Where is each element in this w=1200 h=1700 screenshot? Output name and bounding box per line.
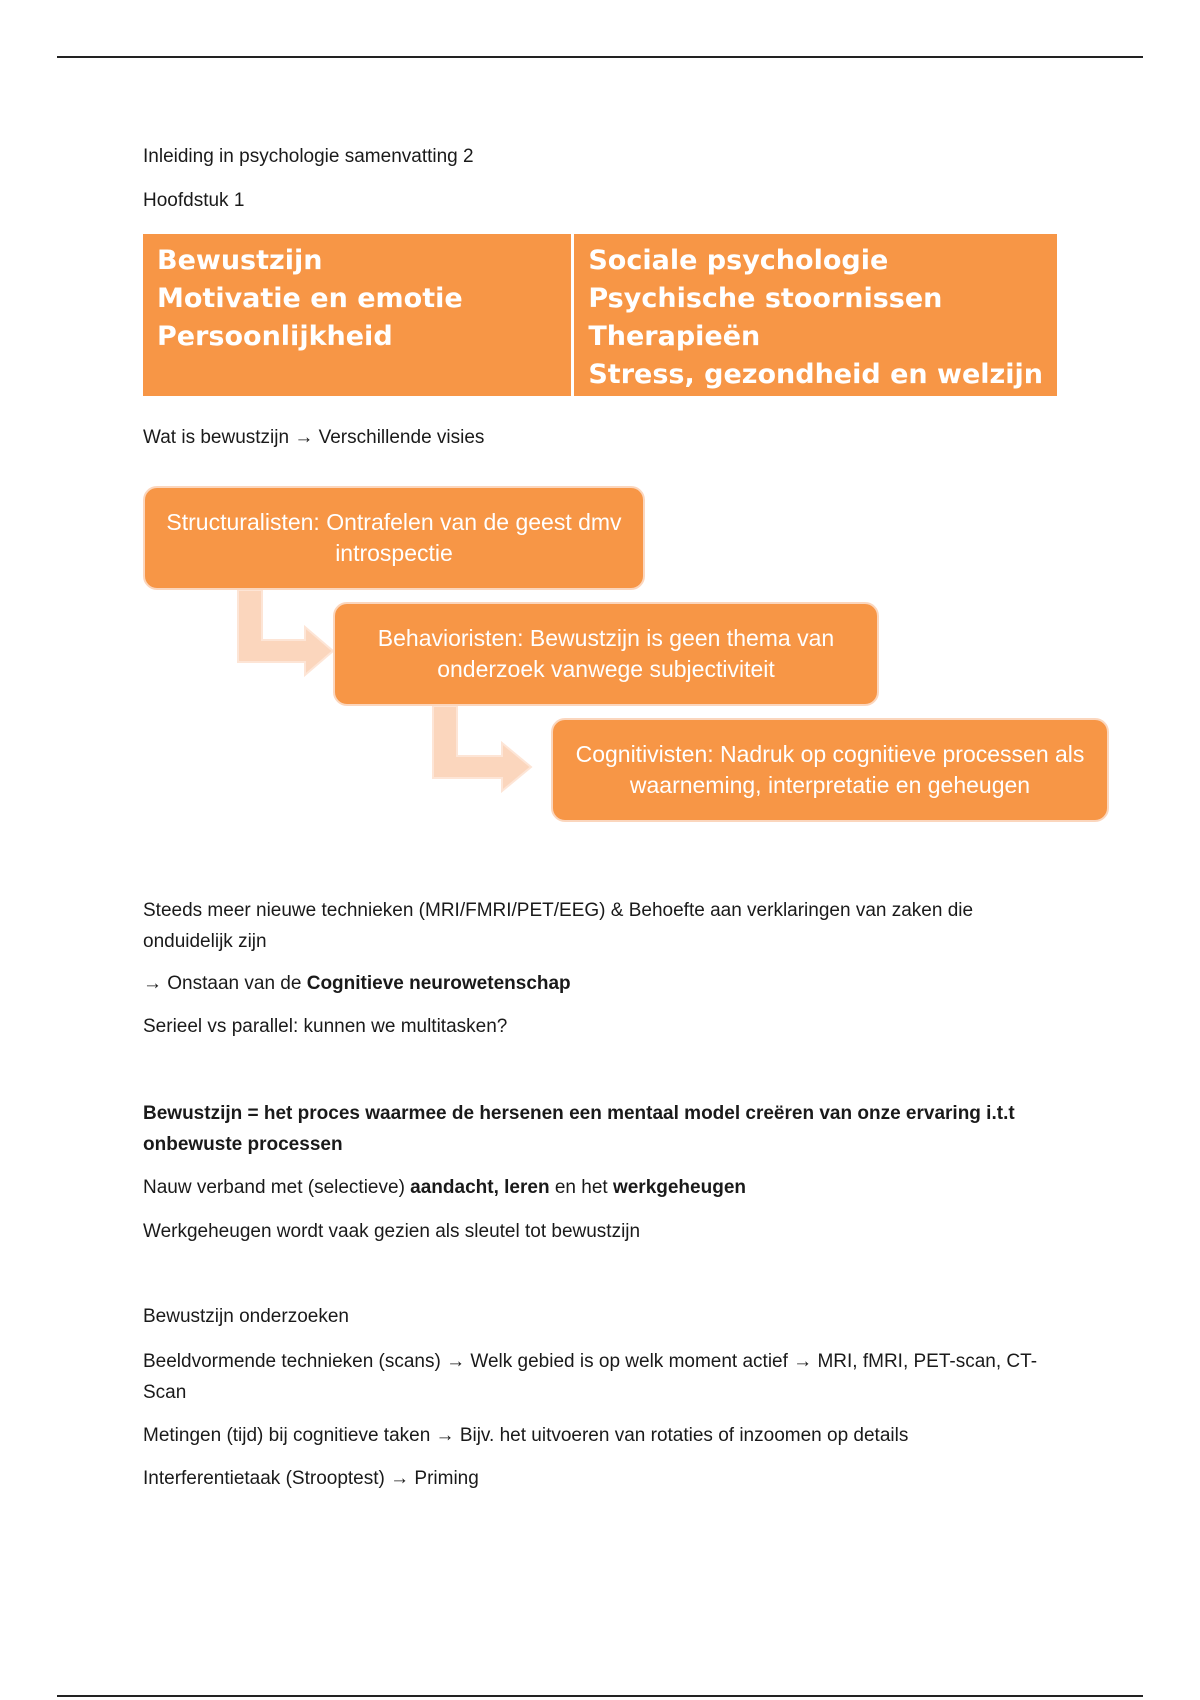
topic-item: Therapieën xyxy=(588,321,761,352)
relation-middle: en het xyxy=(549,1177,613,1198)
bent-arrow-icon xyxy=(238,590,333,675)
document-title: Inleiding in psychologie samenvatting 2 xyxy=(143,146,474,167)
working-memory-line: Werkgeheugen wordt vaak gezien als sleutel tot bewustzijn xyxy=(143,1221,641,1242)
topic-item: Bewustzijn xyxy=(157,245,323,276)
process-step-behaviorists xyxy=(333,602,879,706)
relation-term: aandacht, leren xyxy=(410,1177,550,1198)
footer-rule xyxy=(57,1695,1143,1697)
process-step-text: Structuralisten: Ontrafelen van de geest dmv introspectie xyxy=(166,509,622,566)
research-heading: Bewustzijn onderzoeken xyxy=(143,1306,349,1327)
topic-item: Motivatie en emotie xyxy=(157,283,463,314)
topic-item: Persoonlijkheid xyxy=(157,321,393,352)
topic-item: Psychische stoornissen xyxy=(588,283,943,314)
bent-arrow-icon xyxy=(433,706,531,791)
techniques-paragraph: Steeds meer nieuwe technieken (MRI/FMRI/PET/EEG) & Behoefte aan verklaringen van zaken die onduidelijk zijn xyxy=(143,900,974,952)
relation-prefix: Nauw verband met (selectieve) xyxy=(143,1177,411,1198)
process-step-structuralists xyxy=(143,486,645,590)
serial-parallel: Serieel vs parallel: kunnen we multitasken? xyxy=(143,1016,508,1037)
visions-intro: Wat is bewustzijn → Verschillende visies xyxy=(143,427,485,448)
topic-item: Sociale psychologie xyxy=(588,245,889,276)
chapter-heading: Hoofdstuk 1 xyxy=(143,190,245,211)
neuroscience-prefix: → Onstaan van de xyxy=(143,973,307,994)
process-step-text: Behavioristen: Bewustzijn is geen thema van onderzoek vanwege subjectiviteit xyxy=(377,625,835,682)
research-item: Interferentietaak (Strooptest) → Priming xyxy=(143,1468,479,1489)
research-item: Beeldvormende technieken (scans) → Welk gebied is op welk moment actief → MRI, fMRI, PET-scan, CT-Scan xyxy=(143,1351,1038,1403)
relation-line xyxy=(143,1172,1063,1203)
neuroscience-term: Cognitieve neurowetenschap xyxy=(306,973,571,994)
research-item: Metingen (tijd) bij cognitieve taken → Bijv. het uitvoeren van rotaties of inzoomen op details xyxy=(143,1425,909,1446)
neuroscience-line xyxy=(143,968,1063,999)
relation-term: werkgeheugen xyxy=(612,1177,746,1198)
process-step-cognitivists xyxy=(551,718,1109,822)
definition-paragraph: Bewustzijn = het proces waarmee de hersenen een mentaal model creëren van onze ervaring i.t.t onbewuste processen xyxy=(143,1103,1015,1155)
process-step-text: Cognitivisten: Nadruk op cognitieve processen als waarneming, interpretatie en geheugen xyxy=(575,741,1085,798)
topic-item: Stress, gezondheid en welzijn xyxy=(588,359,1043,390)
